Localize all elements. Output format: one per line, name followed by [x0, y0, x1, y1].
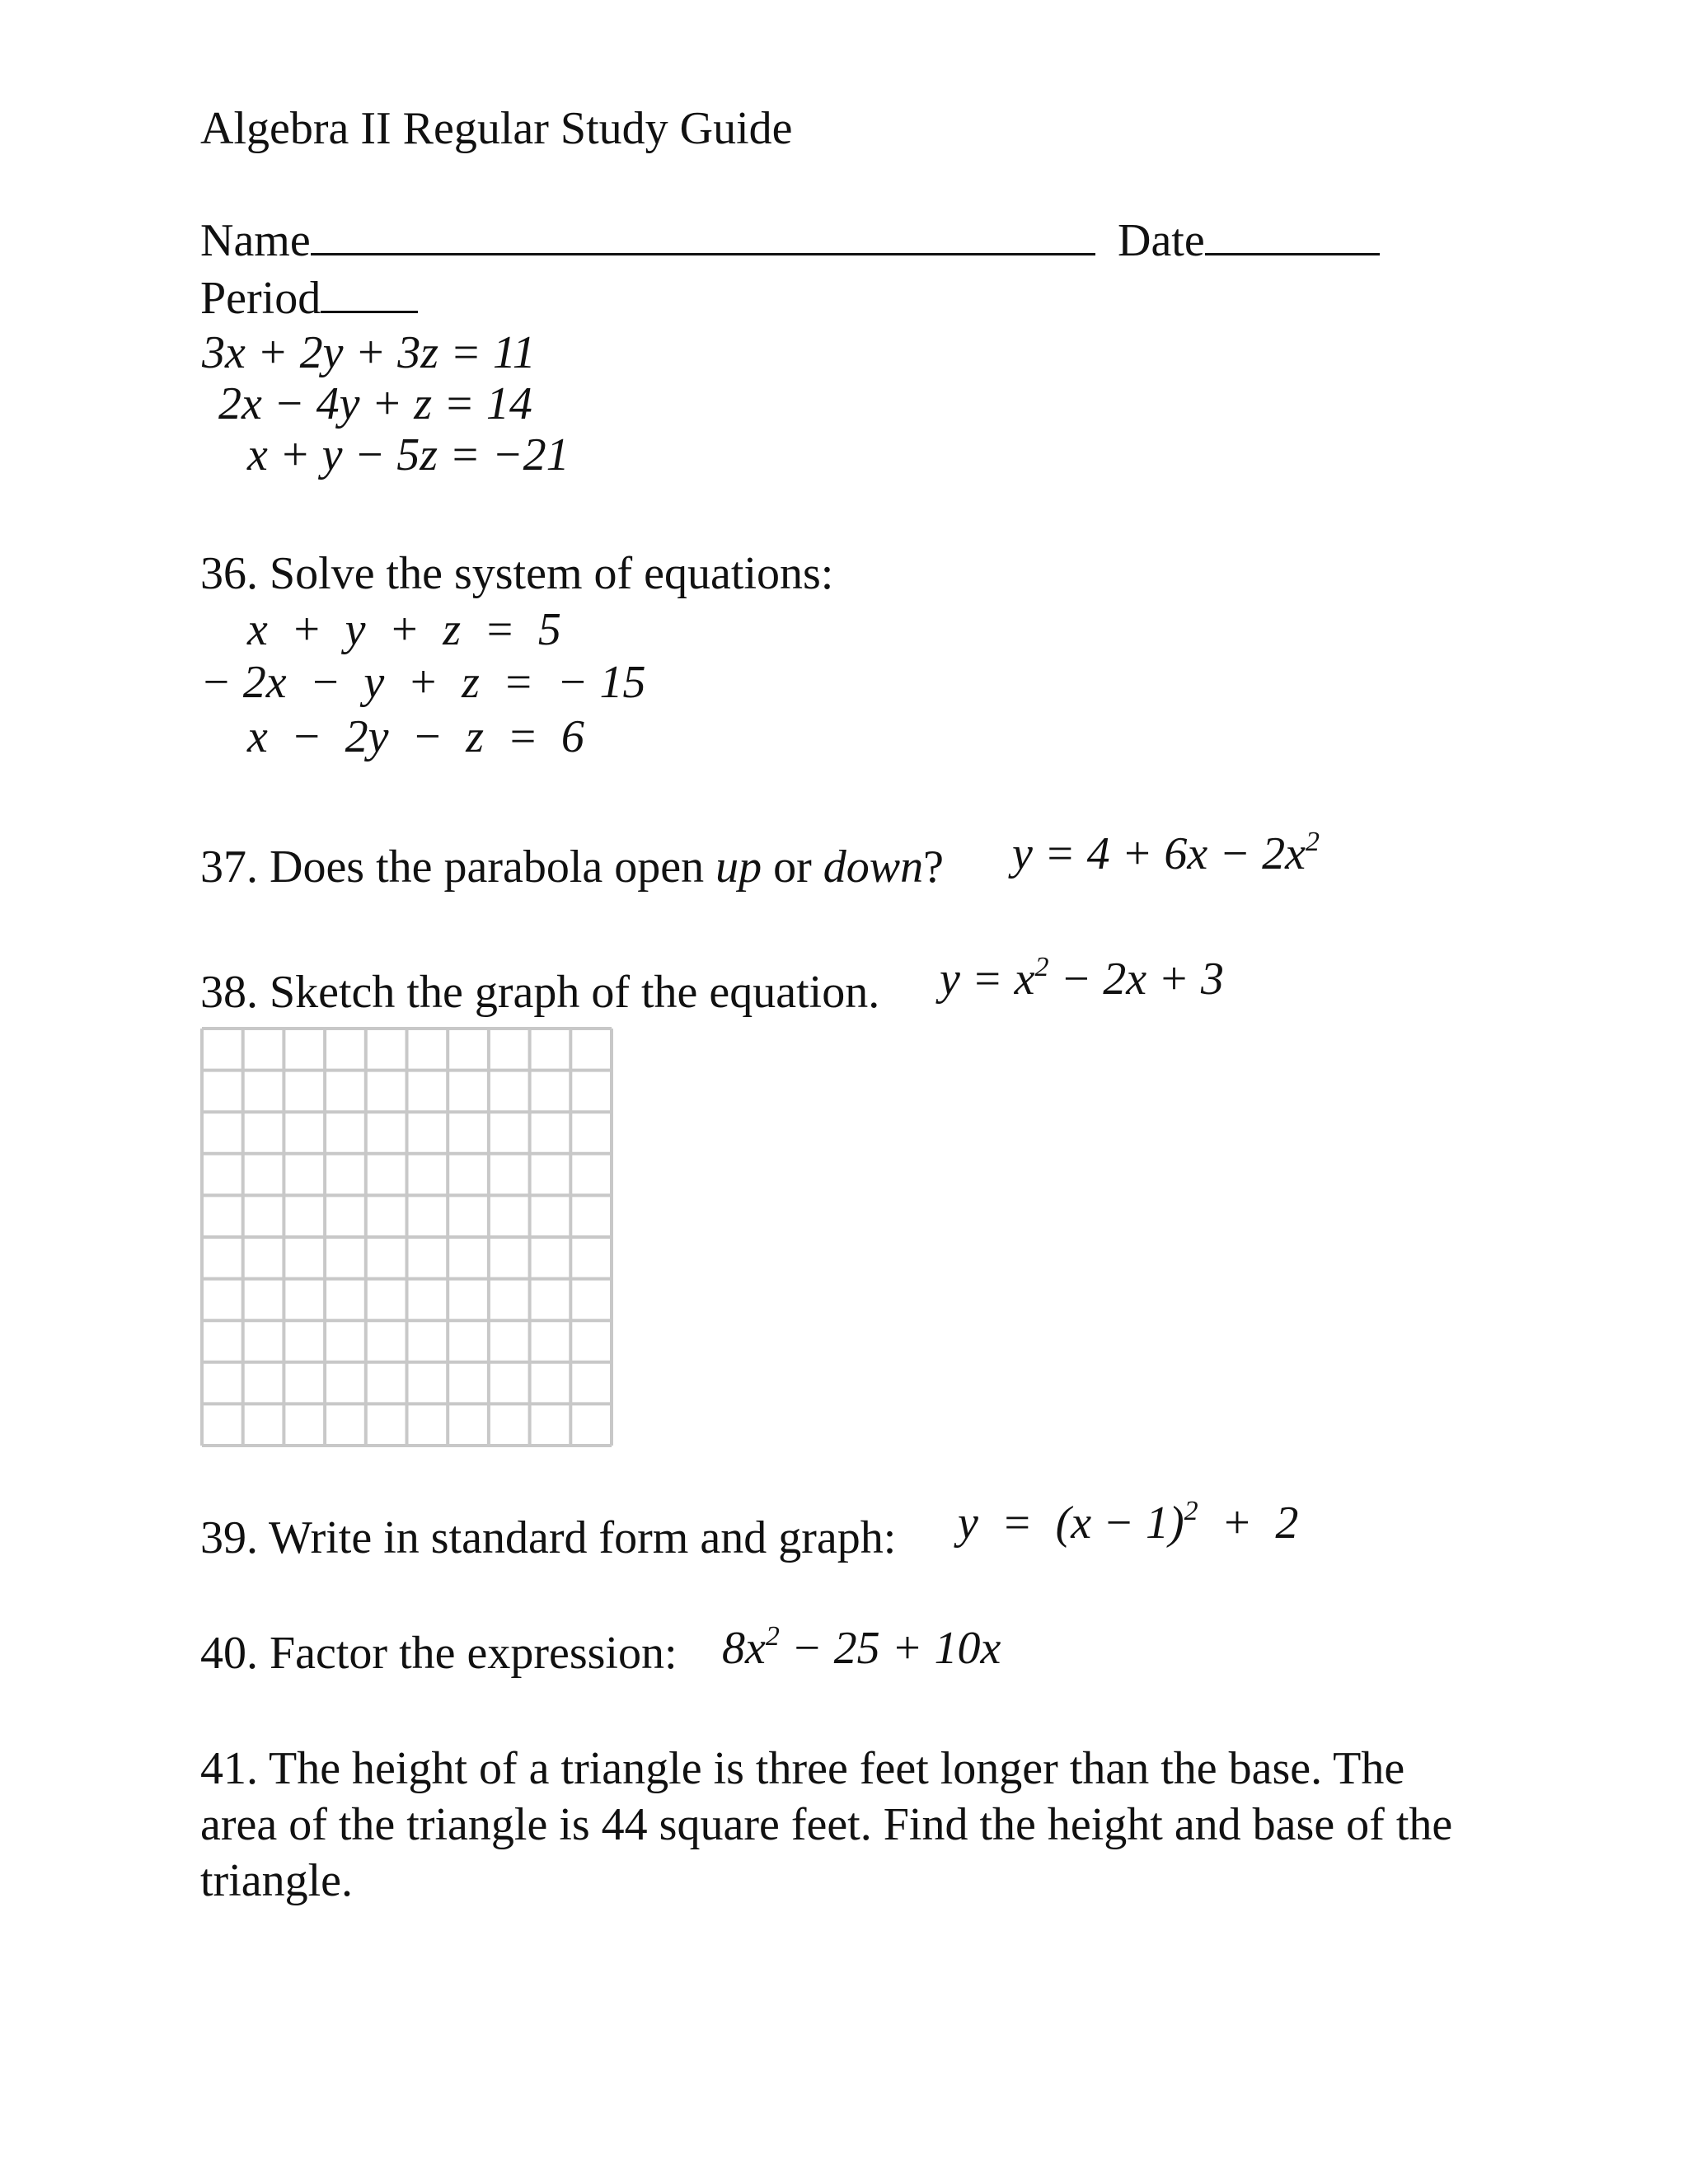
q40-prompt: 40. Factor the expression:: [200, 1628, 678, 1679]
q37-option-down: down: [823, 841, 924, 893]
q36-eq2: − 2x − y + z = − 15: [200, 657, 646, 708]
period-field[interactable]: [200, 273, 418, 324]
period-label: Period: [200, 273, 321, 324]
system1-eq1: 3x + 2y + 3z = 11: [202, 327, 536, 378]
q40-expression: $8x^2 - 25 + 10x$: [722, 1621, 1001, 1674]
q41-text: 41. The height of a triangle is three feet longer than the base. The area of the triangle is 44 square feet. Find the height and base of the triangle.: [200, 1743, 1453, 1906]
page-title: Algebra II Regular Study Guide: [200, 103, 793, 154]
q37-option-up: up: [715, 841, 762, 893]
name-label: Name: [200, 215, 311, 266]
q37-equation: $y = 4 + 6x - 2x^2$: [1012, 827, 1320, 879]
date-blank[interactable]: [1205, 220, 1380, 255]
graph-grid[interactable]: [200, 1027, 613, 1447]
date-field[interactable]: [1118, 215, 1380, 266]
system1-eq2: 2x − 4y + z = 14: [218, 378, 532, 429]
q38-prompt: 38. Sketch the graph of the equation.: [200, 967, 880, 1018]
q38-equation: $y = x^2 - 2x + 3$: [940, 952, 1224, 1005]
q39-prompt: 39. Write in standard form and graph:: [200, 1512, 897, 1563]
name-field[interactable]: [200, 215, 1095, 266]
system1-eq3: x + y − 5z = −21: [247, 429, 570, 480]
q36-eq3: x − 2y − z = 6: [247, 711, 584, 762]
period-blank[interactable]: [321, 278, 418, 313]
name-blank[interactable]: [311, 220, 1095, 255]
q37-prompt: 37. Does the parabola open up or down?: [200, 841, 945, 893]
q36-eq1: x + y + z = 5: [247, 604, 561, 655]
q39-equation: $y = (x - 1)^2 + 2$: [958, 1496, 1299, 1549]
date-label: Date: [1118, 215, 1205, 266]
q36-prompt: 36. Solve the system of equations:: [200, 548, 834, 599]
